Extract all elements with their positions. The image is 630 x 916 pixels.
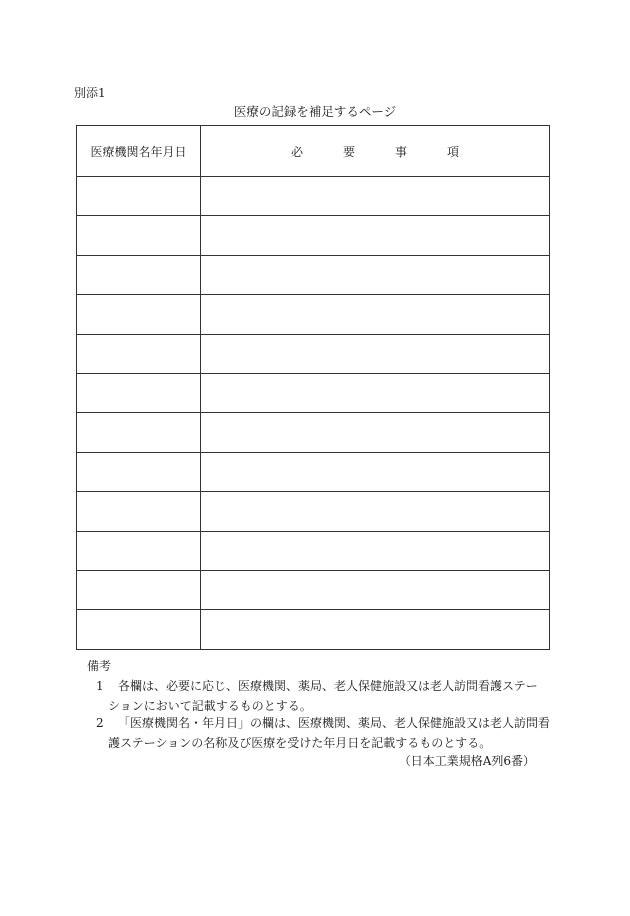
table-row	[77, 492, 550, 531]
record-table	[76, 125, 550, 650]
header-char: 必	[290, 144, 303, 159]
institution-date-cell[interactable]	[77, 255, 201, 294]
remark-number: 1	[96, 679, 104, 693]
attachment-label: 別添1	[74, 86, 106, 100]
institution-date-cell[interactable]	[77, 177, 201, 216]
required-items-cell[interactable]	[201, 570, 550, 609]
table-row	[77, 255, 550, 294]
institution-date-cell[interactable]	[77, 413, 201, 452]
remark-text-cont: ションにおいて記載するものとする。	[108, 699, 312, 713]
table-row	[77, 531, 550, 570]
institution-date-cell[interactable]	[77, 295, 201, 334]
required-items-cell[interactable]	[201, 334, 550, 373]
header-institution-date: 医療機関名年月日	[77, 126, 201, 177]
remark-number: 2	[96, 716, 104, 730]
table-row	[77, 216, 550, 255]
institution-date-cell[interactable]	[77, 570, 201, 609]
required-items-cell[interactable]	[201, 413, 550, 452]
page-title: 医療の記録を補足するページ	[233, 104, 397, 119]
required-items-cell[interactable]	[201, 177, 550, 216]
header-char: 項	[447, 144, 460, 159]
table-row	[77, 334, 550, 373]
header-char: 事	[395, 144, 408, 159]
remark-text: 「医療機関名・年月日」の欄は、医療機関、薬局、老人保健施設又は老人訪問看	[118, 716, 551, 730]
required-items-cell[interactable]	[201, 216, 550, 255]
table-header-row	[77, 126, 550, 177]
institution-date-cell[interactable]	[77, 373, 201, 412]
table-row	[77, 413, 550, 452]
table-row	[77, 373, 550, 412]
required-items-cell[interactable]	[201, 531, 550, 570]
required-items-cell[interactable]	[201, 373, 550, 412]
remark-text-cont: 護ステーションの名称及び医療を受けた年月日を記載するものとする。	[108, 736, 492, 750]
required-items-cell[interactable]	[201, 610, 550, 649]
remarks-heading: 備考	[87, 659, 112, 673]
institution-date-cell[interactable]	[77, 610, 201, 649]
required-items-cell[interactable]	[201, 255, 550, 294]
header-char: 要	[342, 144, 355, 159]
required-items-cell[interactable]	[201, 452, 550, 491]
institution-date-cell[interactable]	[77, 492, 201, 531]
remark-item	[96, 676, 556, 716]
remark-item	[96, 713, 556, 753]
table-row	[77, 177, 550, 216]
table-row	[77, 610, 550, 649]
institution-date-cell[interactable]	[77, 334, 201, 373]
header-required-items	[201, 126, 550, 177]
table-row	[77, 570, 550, 609]
remark-text: 各欄は、必要に応じ、医療機関、薬局、老人保健施設又は老人訪問看護ステー	[118, 679, 538, 693]
table-row	[77, 452, 550, 491]
required-items-cell[interactable]	[201, 492, 550, 531]
institution-date-cell[interactable]	[77, 216, 201, 255]
institution-date-cell[interactable]	[77, 452, 201, 491]
required-items-cell[interactable]	[201, 295, 550, 334]
table-row	[77, 295, 550, 334]
institution-date-cell[interactable]	[77, 531, 201, 570]
standard-note: （日本工業規格A列6番）	[398, 754, 535, 768]
